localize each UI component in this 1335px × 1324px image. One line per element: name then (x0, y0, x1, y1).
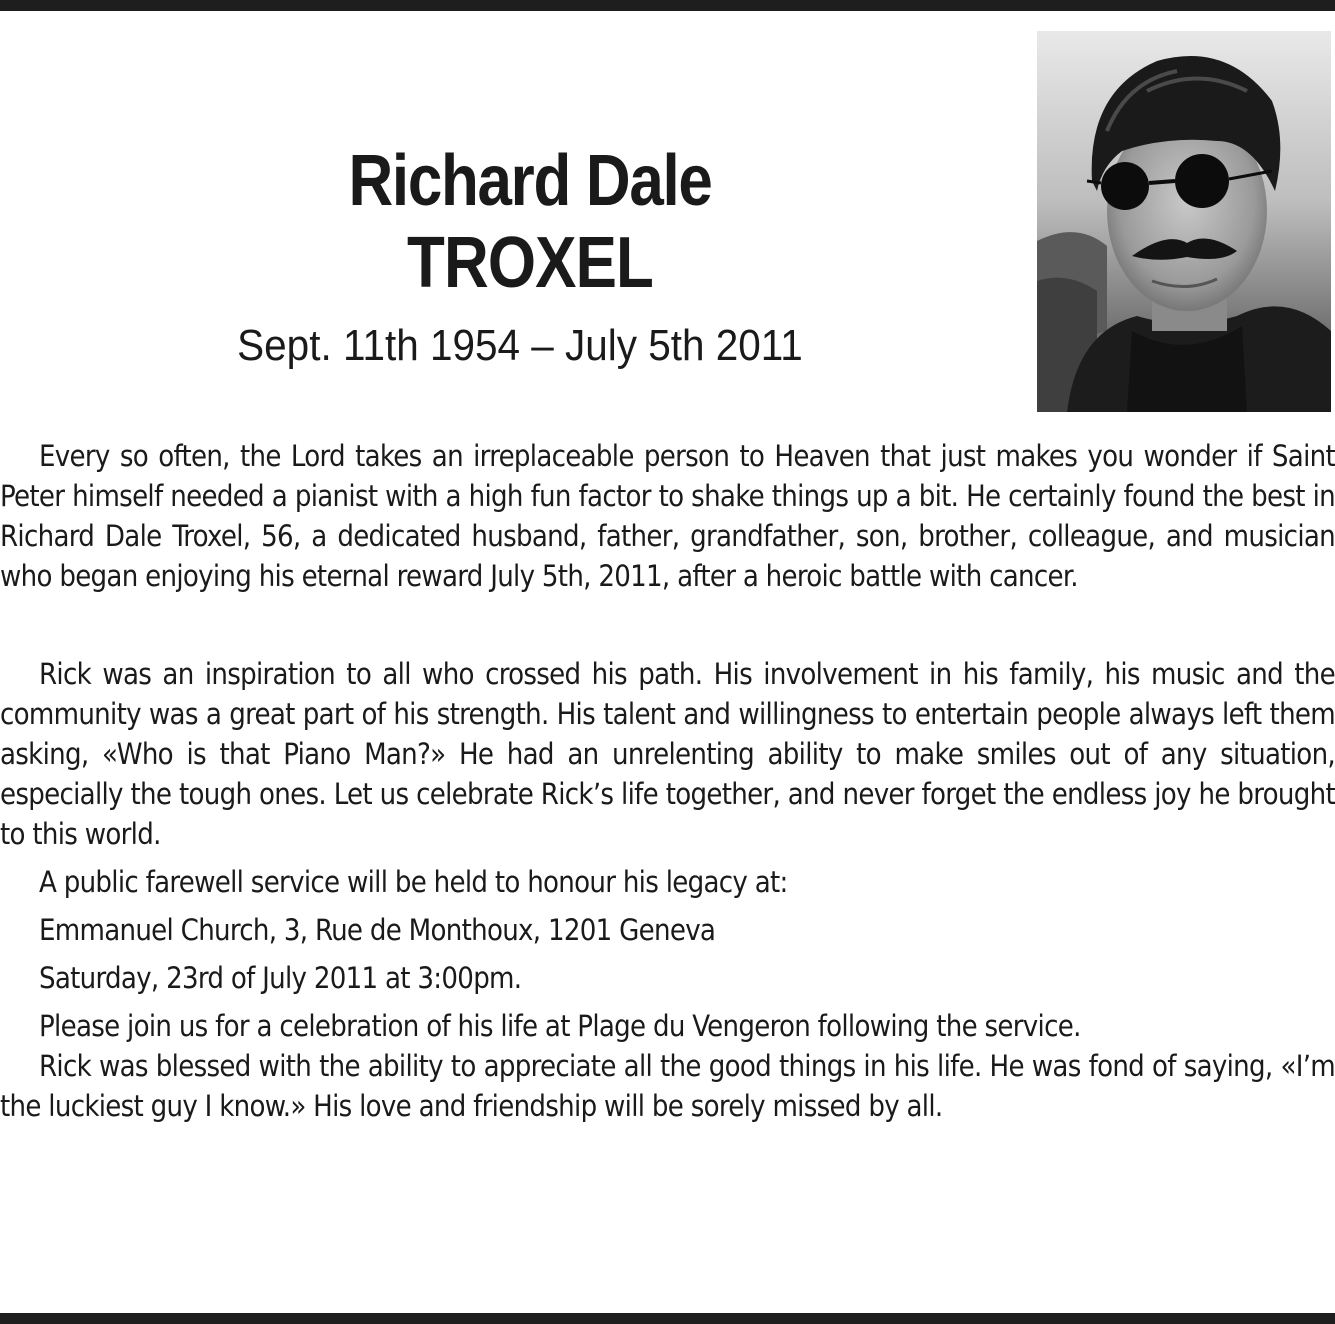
portrait-photo-icon (1037, 31, 1331, 412)
bottom-border-rule (0, 1313, 1335, 1324)
portrait-photo (1037, 31, 1331, 412)
service-datetime: Saturday, 23rd of July 2011 at 3:00pm. (39, 961, 522, 995)
paragraph-inspiration: Rick was an inspiration to all who crossed his path. His involvement in his family, his music and the community was a great part of his strength. His talent and willingness to entertain people always left them asking, «Who is that Piano Man?» He had an unrelenting ability to make smiles out of any situation, especially the tough ones. Let us celebrate Rick’s life together, and never forget the endless joy he brought to this world. (0, 657, 1335, 851)
paragraph-tribute: Every so often, the Lord takes an irreplaceable person to Heaven that just makes you wonder if Saint Peter himself needed a pianist with a high fun factor to shake things up a bit. He certainly found the best in Richard Dale Troxel, 56, a dedicated husband, father, grandfather, son, brother, colleague, and musician who began enjoying his eternal reward July 5th, 2011, after a heroic battle with cancer. (0, 439, 1335, 593)
paragraph-celebration: Please join us for a celebration of his life at Plage du Vengeron following the service. (39, 1009, 1081, 1043)
service-location: Emmanuel Church, 3, Rue de Monthoux, 1201 Geneva (39, 913, 716, 947)
deceased-surname: TROXEL (407, 223, 653, 303)
paragraph-service-announcement: A public farewell service will be held to honour his legacy at: (39, 865, 788, 899)
deceased-first-names: Richard Dale (348, 141, 712, 221)
obituary-body (0, 436, 1335, 1126)
life-dates: Sept. 11th 1954 – July 5th 2011 (237, 321, 803, 370)
top-border-rule (0, 0, 1335, 11)
paragraph-closing: Rick was blessed with the ability to appreciate all the good things in his life. He was fond of saying, «I’m the luckiest guy I know.» His love and friendship will be sorely missed by all. (0, 1049, 1335, 1123)
